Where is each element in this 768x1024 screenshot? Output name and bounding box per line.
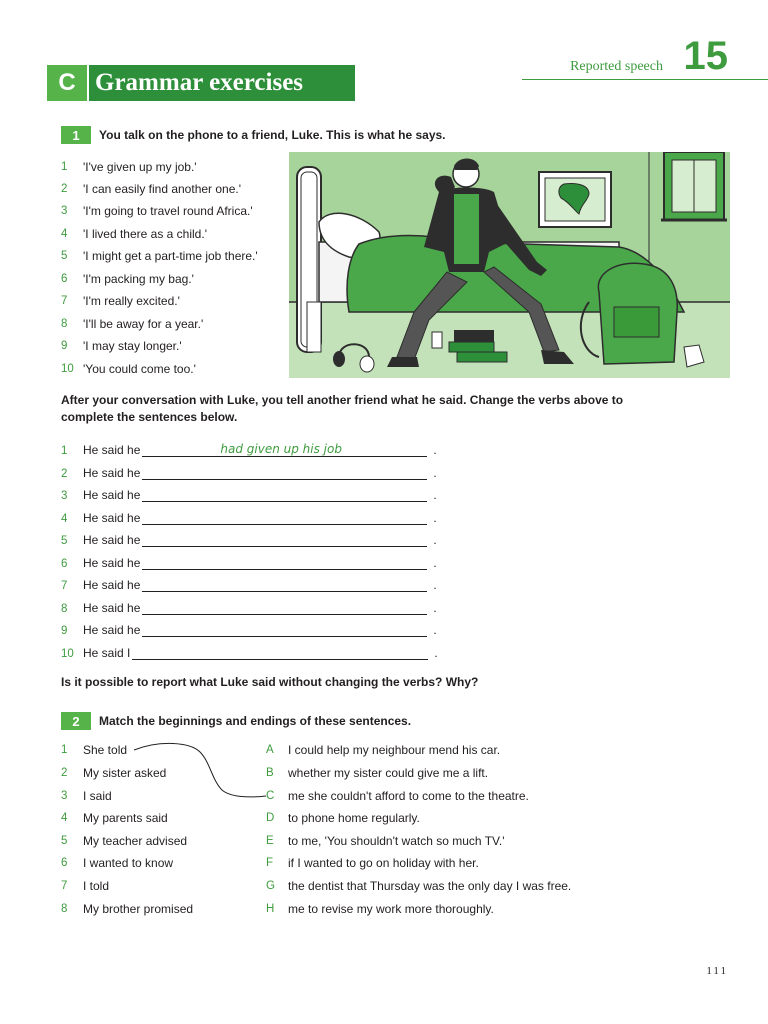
ending-text: me to revise my work more thoroughly. bbox=[288, 901, 494, 916]
running-head: Reported speech bbox=[570, 59, 663, 74]
exercise-1-question: Is it possible to report what Luke said without changing the verbs? Why? bbox=[61, 675, 479, 689]
answer-stem: He said he bbox=[83, 622, 141, 637]
ending-text: the dentist that Thursday was the only day I was free. bbox=[288, 878, 572, 893]
item-letter: H bbox=[266, 902, 275, 915]
header-rule bbox=[522, 79, 768, 80]
item-letter: A bbox=[266, 743, 274, 756]
ending-text: whether my sister could give me a lift. bbox=[288, 765, 489, 780]
answer-stem: He said he bbox=[83, 487, 141, 502]
beginning-text: I wanted to know bbox=[83, 855, 174, 870]
answer-row: 10 He said I . bbox=[61, 637, 438, 660]
ending-item bbox=[266, 738, 500, 761]
item-number: 2 bbox=[61, 182, 68, 195]
beginning-text: My sister asked bbox=[83, 765, 167, 780]
answer-field[interactable] bbox=[132, 643, 428, 660]
item-number: 9 bbox=[61, 624, 68, 637]
quote-text: 'I might get a part-time job there.' bbox=[83, 248, 258, 263]
item-number: 7 bbox=[61, 879, 68, 892]
ending-text: me she couldn't afford to come to the theatre. bbox=[288, 788, 529, 803]
quote-text: 'I've given up my job.' bbox=[83, 159, 197, 174]
item-letter: G bbox=[266, 879, 275, 892]
answer-row: 4 He said he . bbox=[61, 502, 437, 525]
exercise-2-header bbox=[61, 712, 411, 730]
answer-stem: He said he bbox=[83, 577, 141, 592]
quote-text: 'I'll be away for a year.' bbox=[83, 316, 204, 331]
beginning-text: I said bbox=[83, 788, 112, 803]
section-name: Grammar exercises bbox=[89, 65, 355, 101]
item-number: 6 bbox=[61, 557, 68, 570]
item-number: 4 bbox=[61, 512, 68, 525]
item-number: 3 bbox=[61, 789, 68, 802]
exercise-1-badge: 1 bbox=[61, 126, 91, 144]
answer-row: 3 He said he . bbox=[61, 479, 437, 502]
beginning-text: I told bbox=[83, 878, 110, 893]
beginning-item bbox=[61, 806, 168, 829]
quote-item bbox=[61, 199, 253, 222]
illustration-svg bbox=[289, 152, 730, 378]
exercise-1-followup: After your conversation with Luke, you tell another friend what he said. Change the verbs above to complete the sentences below. bbox=[61, 393, 624, 424]
answer-row: 2 He said he . bbox=[61, 457, 437, 480]
item-number: 8 bbox=[61, 602, 68, 615]
handwritten-answer: had given up his job bbox=[220, 441, 342, 456]
quote-text: 'I may stay longer.' bbox=[83, 338, 182, 353]
item-number: 10 bbox=[61, 647, 74, 660]
item-number: 6 bbox=[61, 272, 68, 285]
unit-number: 15 bbox=[683, 34, 728, 78]
item-number: 4 bbox=[61, 811, 68, 824]
answer-field[interactable] bbox=[142, 598, 427, 615]
item-number: 3 bbox=[61, 489, 68, 502]
item-number: 10 bbox=[61, 362, 74, 375]
item-number: 4 bbox=[61, 227, 68, 240]
quote-text: 'I lived there as a child.' bbox=[83, 226, 207, 241]
answer-field[interactable] bbox=[142, 575, 427, 592]
beginning-item bbox=[61, 829, 187, 852]
item-number: 9 bbox=[61, 339, 68, 352]
answer-stem: He said he bbox=[83, 442, 141, 457]
answer-stem: He said I bbox=[83, 645, 131, 660]
quote-item bbox=[61, 334, 182, 357]
ending-text: to me, 'You shouldn't watch so much TV.' bbox=[288, 833, 505, 848]
section-title bbox=[47, 65, 355, 101]
item-number: 1 bbox=[61, 160, 68, 173]
item-number: 5 bbox=[61, 249, 68, 262]
answer-stem: He said he bbox=[83, 465, 141, 480]
beginning-item bbox=[61, 874, 109, 897]
item-letter: C bbox=[266, 789, 275, 802]
answer-field[interactable] bbox=[142, 508, 427, 525]
item-letter: D bbox=[266, 811, 275, 824]
answer-row: 7 He said he . bbox=[61, 569, 437, 592]
section-letter: C bbox=[47, 65, 87, 101]
item-letter: E bbox=[266, 834, 274, 847]
answer-row: 6 He said he . bbox=[61, 547, 437, 570]
quote-item bbox=[61, 244, 258, 267]
answer-field[interactable] bbox=[142, 530, 427, 547]
item-number: 2 bbox=[61, 467, 68, 480]
exercise-2-instruction: Match the beginnings and endings of these sentences. bbox=[99, 714, 412, 728]
quote-text: 'You could come too.' bbox=[83, 361, 196, 376]
answer-field[interactable] bbox=[142, 463, 427, 480]
beginning-item bbox=[61, 851, 173, 874]
quote-text: 'I'm going to travel round Africa.' bbox=[83, 203, 253, 218]
quote-item bbox=[61, 357, 196, 380]
beginning-item bbox=[61, 784, 112, 807]
illustration-bedroom bbox=[289, 152, 730, 378]
item-number: 7 bbox=[61, 294, 68, 307]
ending-item bbox=[266, 806, 420, 829]
ending-text: to phone home regularly. bbox=[288, 810, 420, 825]
item-number: 8 bbox=[61, 317, 68, 330]
item-number: 1 bbox=[61, 743, 68, 756]
exercise-2-badge: 2 bbox=[61, 712, 91, 730]
item-number: 7 bbox=[61, 579, 68, 592]
beginning-text: My teacher advised bbox=[83, 833, 188, 848]
answer-row: 8 He said he . bbox=[61, 592, 437, 615]
beginning-text: My brother promised bbox=[83, 901, 194, 916]
answer-row: 1 He said he had given up his job . bbox=[61, 441, 437, 457]
quote-item bbox=[61, 312, 203, 335]
answer-field[interactable] bbox=[142, 485, 427, 502]
quote-item bbox=[61, 155, 197, 178]
quote-item bbox=[61, 289, 180, 312]
ending-text: if I wanted to go on holiday with her. bbox=[288, 855, 479, 870]
quote-text: 'I'm really excited.' bbox=[83, 293, 180, 308]
item-number: 6 bbox=[61, 856, 68, 869]
answer-stem: He said he bbox=[83, 532, 141, 547]
quote-text: 'I can easily find another one.' bbox=[83, 181, 242, 196]
item-number: 5 bbox=[61, 834, 68, 847]
ending-item bbox=[266, 761, 488, 784]
item-number: 3 bbox=[61, 204, 68, 217]
item-number: 1 bbox=[61, 444, 68, 457]
item-letter: B bbox=[266, 766, 274, 779]
quote-item bbox=[61, 177, 241, 200]
beginning-text: She told bbox=[83, 742, 128, 757]
exercise-1-instruction: You talk on the phone to a friend, Luke. This is what he says. bbox=[99, 128, 446, 142]
answer-row: 5 He said he . bbox=[61, 524, 437, 547]
answer-row: 9 He said he . bbox=[61, 614, 437, 637]
ending-item bbox=[266, 851, 479, 874]
answer-stem: He said he bbox=[83, 600, 141, 615]
beginning-text: My parents said bbox=[83, 810, 168, 825]
ending-item bbox=[266, 897, 494, 920]
answer-field[interactable] bbox=[142, 553, 427, 570]
beginning-item bbox=[61, 897, 193, 920]
example-match-line bbox=[130, 740, 270, 800]
item-letter: F bbox=[266, 856, 274, 869]
exercise-1-header bbox=[61, 126, 446, 144]
page-number: 111 bbox=[706, 965, 728, 977]
ending-text: I could help my neighbour mend his car. bbox=[288, 742, 501, 757]
item-number: 8 bbox=[61, 902, 68, 915]
ending-item bbox=[266, 874, 571, 897]
answer-field[interactable] bbox=[142, 440, 427, 457]
quote-item bbox=[61, 267, 194, 290]
quote-text: 'I'm packing my bag.' bbox=[83, 271, 194, 286]
beginning-item bbox=[61, 738, 127, 761]
answer-stem: He said he bbox=[83, 510, 141, 525]
answer-stem: He said he bbox=[83, 555, 141, 570]
item-number: 5 bbox=[61, 534, 68, 547]
ending-item bbox=[266, 829, 505, 852]
quote-item bbox=[61, 222, 207, 245]
item-number: 2 bbox=[61, 766, 68, 779]
answer-field[interactable] bbox=[142, 620, 427, 637]
ending-item bbox=[266, 784, 529, 807]
